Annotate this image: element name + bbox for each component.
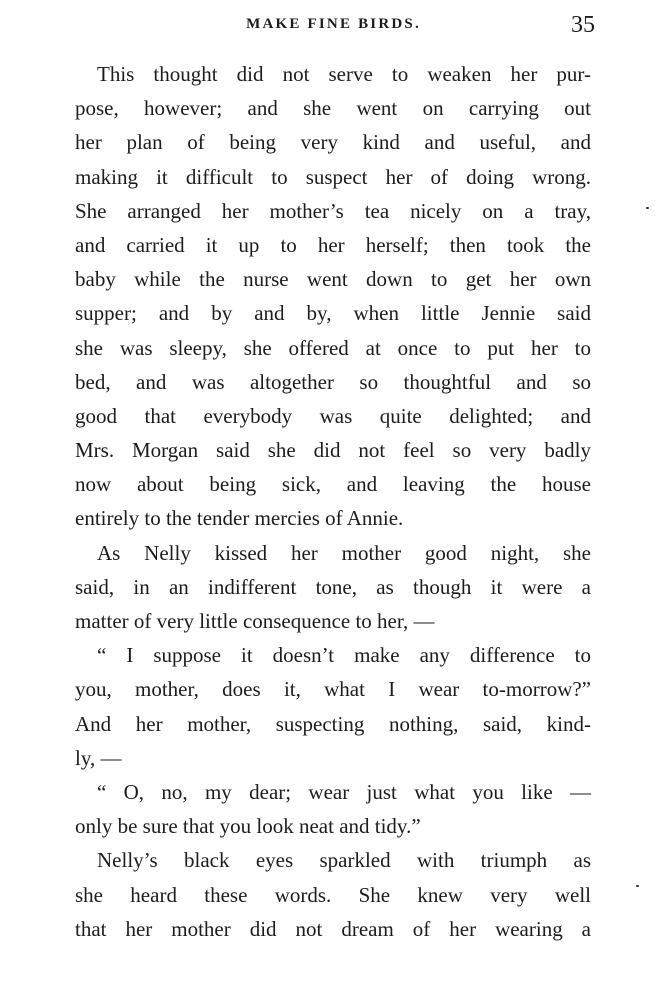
text-line: baby while the nurse went down to get her own	[75, 267, 591, 292]
page-number: 35	[571, 12, 595, 38]
text-line: only be sure that you look neat and tidy.”	[75, 814, 421, 839]
text-line: good that everybody was quite delighted; and	[75, 403, 591, 428]
text-line: “ I suppose it doesn’t make any difference to	[97, 643, 591, 668]
text-line: entirely to the tender mercies of Annie.	[75, 506, 404, 531]
text-line: said, in an indifferent tone, as though it were a	[75, 574, 591, 599]
text-line: making it difficult to suspect her of doing wrong.	[75, 164, 591, 189]
text-line: you, mother, does it, what I wear to-morrow?”	[75, 677, 591, 702]
text-line: matter of very little consequence to her, —	[75, 609, 435, 633]
text-line: And her mother, suspecting nothing, said, kind-	[75, 711, 591, 736]
text-line: She arranged her mother’s tea nicely on a tray,	[75, 198, 591, 223]
text-line: she heard these words. She knew very well	[75, 882, 591, 907]
text-line: that her mother did not dream of her wearing a	[75, 916, 591, 941]
running-head	[0, 10, 667, 42]
body-text	[75, 57, 591, 946]
text-line: now about being sick, and leaving the house	[75, 472, 591, 497]
text-line: “ O, no, my dear; wear just what you like —	[97, 779, 591, 804]
text-line: and carried it up to her herself; then took the	[75, 232, 591, 257]
text-line: bed, and was altogether so thoughtful and so	[75, 369, 591, 394]
text-line: pose, however; and she went on carrying out	[75, 96, 591, 121]
text-line: ly, —	[75, 745, 122, 770]
print-speck	[636, 885, 639, 887]
text-line: This thought did not serve to weaken her pur-	[97, 62, 591, 86]
text-line: her plan of being very kind and useful, and	[75, 130, 591, 155]
text-line: she was sleepy, she offered at once to put her to	[75, 335, 591, 360]
text-line: As Nelly kissed her mother good night, she	[97, 540, 591, 565]
print-speck	[646, 207, 649, 209]
text-line: Mrs. Morgan said she did not feel so very badly	[75, 438, 591, 463]
running-title: MAKE FINE BIRDS.	[246, 16, 421, 32]
text-line: supper; and by and by, when little Jennie said	[75, 301, 591, 326]
text-line: Nelly’s black eyes sparkled with triumph as	[97, 848, 591, 873]
